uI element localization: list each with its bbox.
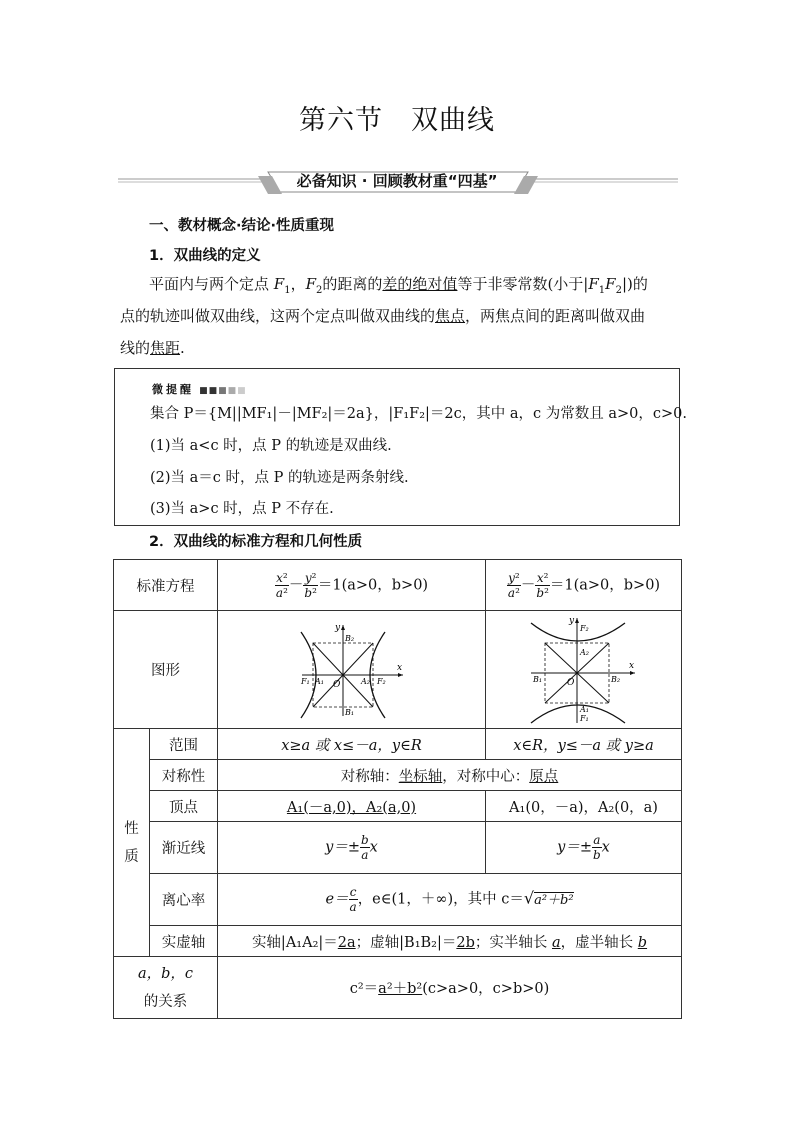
label-asymptote: 渐近线 (150, 822, 218, 874)
tip-dots: ■■■■■ (199, 386, 247, 396)
definition-line-2: 点的轨迹叫做双曲线，这两个定点叫做双曲线的焦点，两焦点间的距离叫做双曲 (120, 307, 646, 325)
asymptote-vertical: y＝± $\frac{a}{b}$ x (486, 822, 682, 874)
table-row (114, 874, 682, 926)
fig2-label-f1: F₁ (579, 713, 589, 723)
fig1-label-y: y (334, 622, 340, 633)
tip-header (152, 378, 247, 397)
graph-vertical-cell (486, 611, 682, 729)
fig2-label-o: O (566, 677, 574, 688)
fig2-label-f2: F₂ (579, 623, 589, 633)
tip-line-2: (1)当 a<c 时，点 P 的轨迹是双曲线. (150, 438, 392, 454)
label-graph: 图形 (114, 611, 218, 729)
table-row (114, 729, 682, 760)
label-range: 范围 (150, 729, 218, 760)
fig1-label-f1: F₁ (300, 676, 310, 686)
subsection-definition: 1．双曲线的定义 (149, 248, 261, 264)
equation-vertical: $\frac{\text{y²}}{\text{a²}}$ － $\frac{\text{x²}}{\text{b²}}$ ＝1(a>0，b>0) (486, 560, 682, 611)
page-title: 第六节 双曲线 (299, 105, 495, 136)
hyperbola-vertical-figure (529, 615, 639, 725)
fig2-label-y: y (568, 615, 574, 626)
definition-line-3: 线的焦距. (120, 339, 185, 357)
asymptote-horizontal: y＝± $\frac{b}{a}$ x (218, 822, 486, 874)
properties-table (113, 559, 682, 1019)
tip-line-4: (3)当 a>c 时，点 P 不存在. (150, 501, 334, 517)
label-relation: a，b，c 的关系 (114, 957, 218, 1019)
fig1-label-b1: B₁ (344, 707, 354, 717)
relation-value: c²＝a²＋b²(c>a>0，c>b>0) (218, 957, 682, 1019)
fig1-label-x: x (396, 662, 402, 673)
tip-label: 微提醒 (152, 383, 194, 396)
table-row (114, 822, 682, 874)
table-row (114, 611, 682, 729)
section-heading: 一、教材概念·结论·性质重现 (149, 218, 335, 234)
fig1-label-a2: A₂ (360, 676, 370, 686)
table-row (114, 957, 682, 1019)
fig1-label-o: O (332, 679, 340, 690)
label-vertex: 顶点 (150, 791, 218, 822)
axes-value: 实轴|A₁A₂|＝2a；虚轴|B₁B₂|＝2b；实半轴长 a，虚半轴长 b (218, 926, 682, 957)
eccentricity-value: e＝ $\frac{c}{a}$ ，e∈(1，＋∞)，其中 c＝√a²＋b² (218, 874, 682, 926)
label-properties: 性质 (114, 729, 150, 957)
vertex-horizontal: A₁(－a,0)，A₂(a,0) (218, 791, 486, 822)
label-axes: 实虚轴 (150, 926, 218, 957)
table-row (114, 760, 682, 791)
fig1-label-b2: B₂ (344, 633, 354, 643)
hyperbola-horizontal-figure (297, 620, 407, 720)
label-standard-equation: 标准方程 (114, 560, 218, 611)
range-vertical: x∈R，y≤－a 或 y≥a (486, 729, 682, 760)
fig2-label-x: x (628, 660, 634, 671)
fig2-label-a2: A₂ (579, 647, 589, 657)
tip-line-3: (2)当 a＝c 时，点 P 的轨迹是两条射线. (150, 470, 409, 486)
definition-line-1: 平面内与两个定点 $F_1$，$F_2$的距离的差的绝对值等于非零常数(小于$|F_1F_2|$)的 (149, 275, 648, 296)
fig2-label-a1: A₁ (579, 704, 589, 714)
graph-horizontal-cell (218, 611, 486, 729)
subsection-properties: 2．双曲线的标准方程和几何性质 (149, 534, 363, 550)
table-row (114, 791, 682, 822)
label-eccentricity: 离心率 (150, 874, 218, 926)
symmetry-value: 对称轴：坐标轴，对称中心：原点 (218, 760, 682, 791)
table-row (114, 926, 682, 957)
table-row (114, 560, 682, 611)
fig1-label-f2: F₂ (376, 676, 386, 686)
fig2-label-b1: B₁ (532, 674, 542, 684)
equation-horizontal: $\frac{\text{x²}}{\text{a²}}$ － $\frac{\text{y²}}{\text{b²}}$ ＝1(a>0，b>0) (218, 560, 486, 611)
range-horizontal: x≥a 或 x≤－a，y∈R (218, 729, 486, 760)
banner-text: 必备知识 · 回顾教材重“四基” (296, 172, 498, 190)
fig1-label-a1: A₁ (314, 676, 324, 686)
label-symmetry: 对称性 (150, 760, 218, 791)
tip-line-1: 集合 P＝{M||MF₁|－|MF₂|＝2a}，|F₁F₂|＝2c，其中 a，c 为常数且 a>0，c>0. (150, 406, 687, 422)
fig2-label-b2: B₂ (610, 674, 620, 684)
vertex-vertical: A₁(0，－a)，A₂(0，a) (486, 791, 682, 822)
